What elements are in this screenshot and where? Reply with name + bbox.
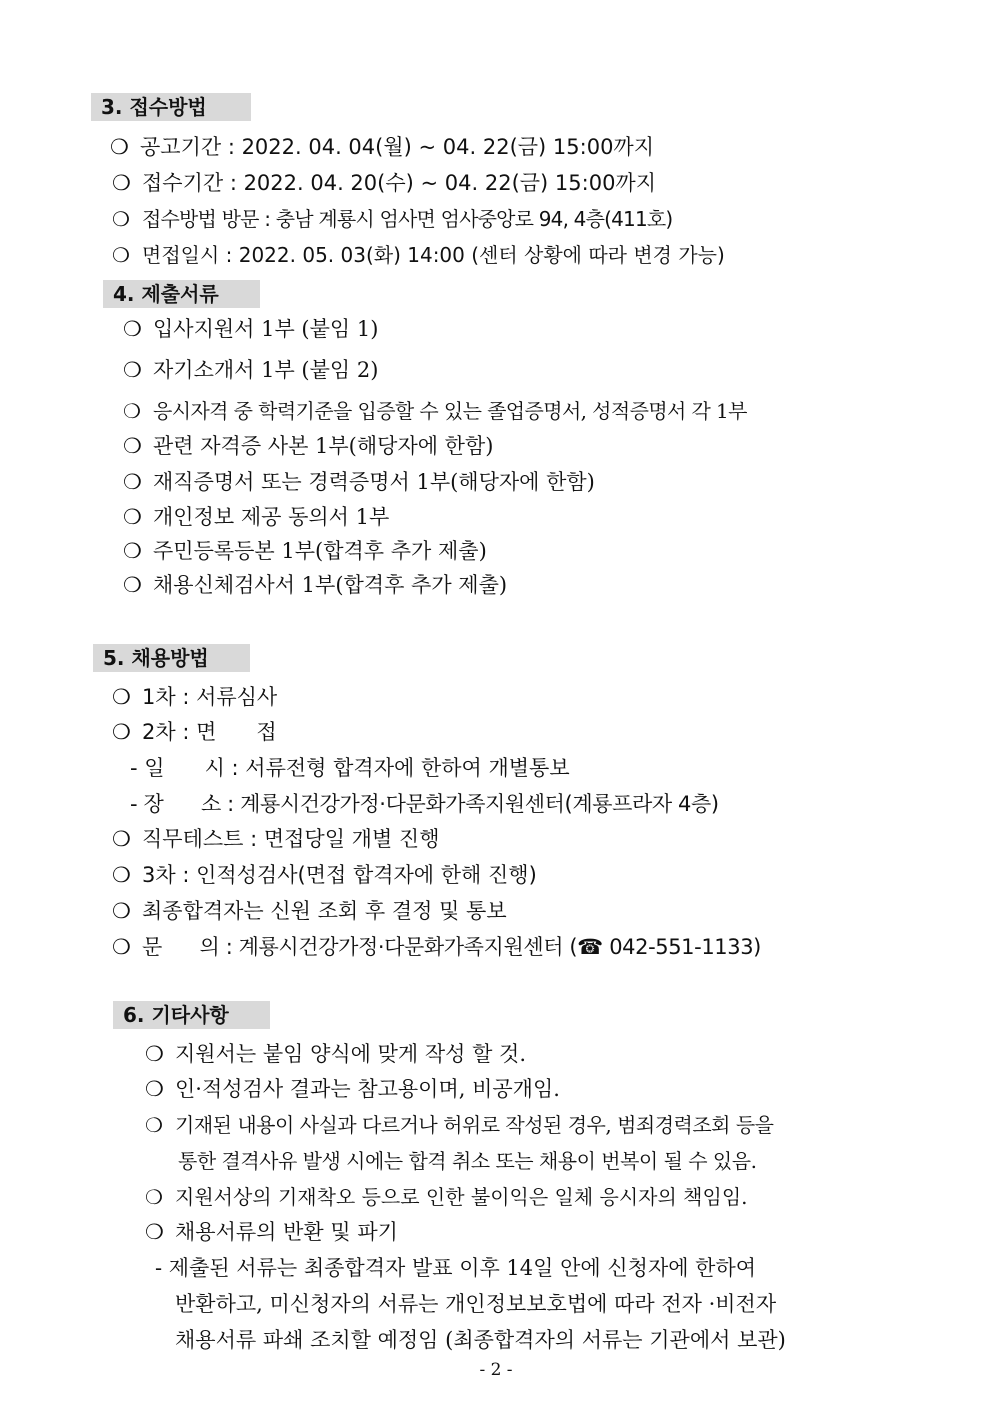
item-text: 기재된 내용이 사실과 다르거나 허위로 작성된 경우, 범죄경력조회 등을	[175, 1113, 774, 1137]
bullet-icon: ❍	[112, 935, 131, 959]
list-subitem-continuation: 반환하고, 미신청자의 서류는 개인정보보호법에 따라 전자 ·비전자	[175, 1292, 777, 1316]
item-text: 인·적성검사 결과는 참고용이며, 비공개임.	[175, 1077, 560, 1101]
item-text: 문 의 : 계룡시건강가정·다문화가족지원센터 (☎ 042-551-1133)	[142, 935, 761, 959]
list-item	[145, 1184, 748, 1210]
item-text: 접수방법 방문 : 충남 계룡시 엄사면 엄사중앙로 94, 4층(411호)	[142, 207, 673, 231]
bullet-icon: ❍	[145, 1185, 163, 1209]
item-text: 재직증명서 또는 경력증명서 1부(해당자에 한함)	[153, 470, 595, 494]
bullet-icon: ❍	[123, 539, 142, 563]
item-text: 관련 자격증 사본 1부(해당자에 한함)	[153, 434, 494, 458]
bullet-icon: ❍	[112, 720, 131, 744]
item-text: 주민등록등본 1부(합격후 추가 제출)	[153, 539, 487, 563]
item-text: 채용신체검사서 1부(합격후 추가 제출)	[153, 573, 508, 597]
list-item	[112, 898, 507, 924]
bullet-icon: ❍	[112, 863, 131, 887]
bullet-icon: ❍	[123, 573, 142, 597]
list-item	[123, 433, 493, 459]
section-3-heading: 3. 접수방법	[91, 93, 251, 121]
item-text: 최종합격자는 신원 조회 후 결정 및 통보	[142, 899, 507, 923]
list-item	[123, 316, 378, 342]
item-text: 개인정보 제공 동의서 1부	[153, 505, 390, 529]
bullet-icon: ❍	[112, 685, 131, 709]
item-text: 입사지원서 1부 (붙임 1)	[153, 317, 379, 341]
bullet-icon: ❍	[123, 434, 142, 458]
list-item	[112, 242, 725, 268]
bullet-icon: ❍	[123, 317, 142, 341]
list-subitem: - 제출된 서류는 최종합격자 발표 이후 14일 안에 신청자에 한하여	[155, 1256, 757, 1280]
list-item	[112, 934, 761, 960]
list-item	[123, 357, 378, 383]
list-item	[123, 469, 595, 495]
list-item	[112, 719, 277, 745]
list-item	[112, 826, 440, 852]
list-item-continuation: 통한 결격사유 발생 시에는 합격 취소 또는 채용이 번복이 될 수 있음.	[178, 1149, 757, 1173]
item-text: 2차 : 면 접	[142, 720, 277, 744]
section-5-heading: 5. 채용방법	[93, 644, 250, 672]
list-item	[112, 206, 672, 232]
item-text: 3차 : 인적성검사(면접 합격자에 한해 진행)	[142, 863, 537, 887]
list-item	[145, 1076, 560, 1102]
item-text: 지원서상의 기재착오 등으로 인한 불이익은 일체 응시자의 책임임.	[175, 1185, 748, 1209]
bullet-icon: ❍	[110, 135, 129, 159]
bullet-icon: ❍	[145, 1113, 163, 1137]
item-text: 접수기간 : 2022. 04. 20(수) ~ 04. 22(금) 15:00까지	[142, 171, 657, 195]
bullet-icon: ❍	[112, 207, 130, 231]
bullet-icon: ❍	[123, 470, 142, 494]
bullet-icon: ❍	[145, 1042, 164, 1066]
item-text: 1차 : 서류심사	[142, 685, 278, 709]
list-item	[110, 134, 654, 160]
bullet-icon: ❍	[112, 827, 131, 851]
list-item	[145, 1041, 526, 1067]
section-4-heading: 4. 제출서류	[103, 280, 260, 308]
item-text: 자기소개서 1부 (붙임 2)	[153, 358, 379, 382]
item-text: 직무테스트 : 면접당일 개별 진행	[142, 827, 440, 851]
section-6-heading: 6. 기타사항	[113, 1001, 270, 1029]
bullet-icon: ❍	[145, 1220, 164, 1244]
bullet-icon: ❍	[123, 399, 141, 423]
list-item	[112, 170, 656, 196]
list-item	[112, 862, 537, 888]
item-text: 채용서류의 반환 및 파기	[175, 1220, 398, 1244]
list-item	[123, 538, 487, 564]
list-item	[123, 572, 507, 598]
list-subitem: - 일 시 : 서류전형 합격자에 한하여 개별통보	[130, 756, 570, 780]
list-item	[123, 398, 747, 424]
item-text: 지원서는 붙임 양식에 맞게 작성 할 것.	[175, 1042, 527, 1066]
page-number: - 2 -	[479, 1360, 513, 1380]
list-item	[123, 504, 389, 530]
item-text: 면접일시 : 2022. 05. 03(화) 14:00 (센터 상황에 따라 변경 가능)	[142, 243, 725, 267]
bullet-icon: ❍	[123, 505, 142, 529]
bullet-icon: ❍	[145, 1077, 164, 1101]
list-item	[145, 1219, 398, 1245]
list-item	[145, 1112, 774, 1138]
bullet-icon: ❍	[112, 243, 130, 267]
list-subitem: - 장 소 : 계룡시건강가정·다문화가족지원센터(계룡프라자 4층)	[130, 792, 719, 816]
bullet-icon: ❍	[123, 358, 142, 382]
item-text: 공고기간 : 2022. 04. 04(월) ~ 04. 22(금) 15:00까지	[140, 135, 655, 159]
list-subitem-continuation: 채용서류 파쇄 조치할 예정임 (최종합격자의 서류는 기관에서 보관)	[175, 1328, 786, 1352]
list-item	[112, 684, 277, 710]
bullet-icon: ❍	[112, 171, 131, 195]
item-text: 응시자격 중 학력기준을 입증할 수 있는 졸업증명서, 성적증명서 각 1부	[153, 399, 747, 423]
bullet-icon: ❍	[112, 899, 131, 923]
